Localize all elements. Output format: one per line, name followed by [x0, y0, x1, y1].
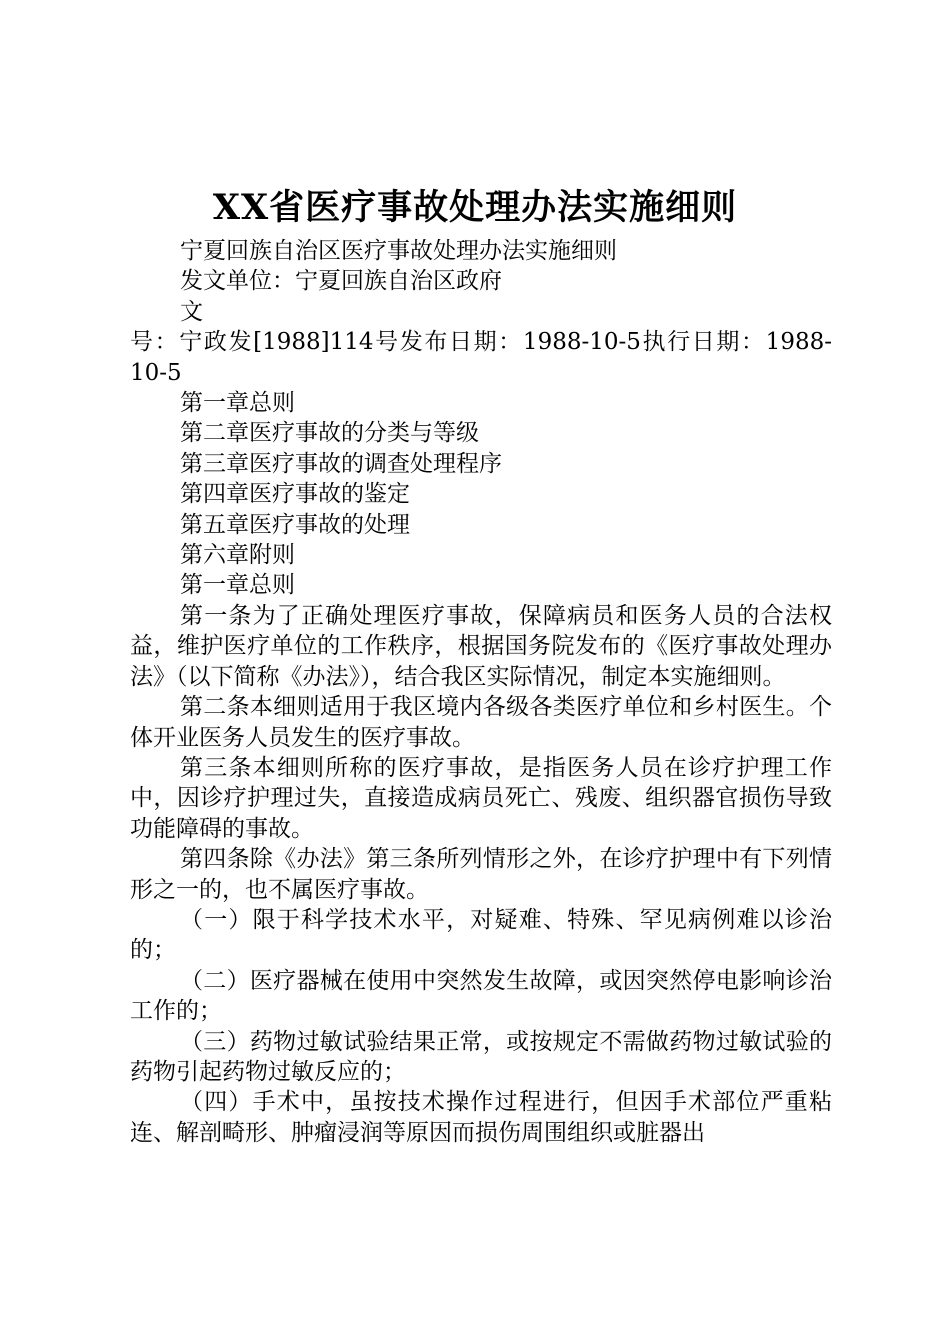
article-paragraph: 第三条本细则所称的医疗事故，是指医务人员在诊疗护理工作中，因诊疗护理过失，直接造成病员死亡、残废、组织器官损伤导致功能障碍的事故。 — [130, 754, 832, 842]
toc-item: 第五章医疗事故的处理 — [180, 511, 410, 538]
toc-item: 第四章医疗事故的鉴定 — [180, 481, 410, 508]
toc-item: 第六章附则 — [180, 542, 295, 569]
toc-item: 第三章医疗事故的调查处理程序 — [180, 450, 502, 477]
toc-item: 第二章医疗事故的分类与等级 — [180, 420, 479, 447]
toc-item: 第一章总则 — [180, 390, 295, 417]
article-paragraph: 第二条本细则适用于我区境内各级各类医疗单位和乡村医生。个体开业医务人员发生的医疗事故。 — [130, 694, 832, 751]
doc-number-line: 号：宁政发[1988]114号发布日期：1988-10-5执行日期：1988-10-5 — [130, 329, 832, 386]
list-item: （三）药物过敏试验结果正常，或按规定不需做药物过敏试验的药物引起药物过敏反应的； — [130, 1028, 832, 1085]
document-title: XX省医疗事故处理办法实施细则 — [212, 187, 738, 228]
doc-number-label: 文 — [180, 298, 203, 325]
list-item: （四）手术中，虽按技术操作过程进行，但因手术部位严重粘连、解剖畸形、肿瘤浸润等原因而损伤周围组织或脏器出 — [130, 1089, 832, 1146]
document-body — [130, 236, 832, 1148]
list-item: （二）医疗器械在使用中突然发生故障，或因突然停电影响诊治工作的； — [130, 967, 832, 1025]
list-item: （一）限于科学技术水平，对疑难、特殊、罕见病例难以诊治的； — [130, 906, 832, 964]
issuer-line: 发文单位：宁夏回族自治区政府 — [180, 268, 502, 295]
article-paragraph: 第四条除《办法》第三条所列情形之外，在诊疗护理中有下列情形之一的，也不属医疗事故。 — [130, 846, 832, 903]
chapter-heading: 第一章总则 — [180, 572, 295, 599]
article-paragraph: 第一条为了正确处理医疗事故，保障病员和医务人员的合法权益，维护医疗单位的工作秩序，根据国务院发布的《医疗事故处理办法》（以下简称《办法》），结合我区实际情况，制定本实施细则。 — [130, 602, 832, 690]
subtitle-line: 宁夏回族自治区医疗事故处理办法实施细则 — [180, 238, 617, 264]
